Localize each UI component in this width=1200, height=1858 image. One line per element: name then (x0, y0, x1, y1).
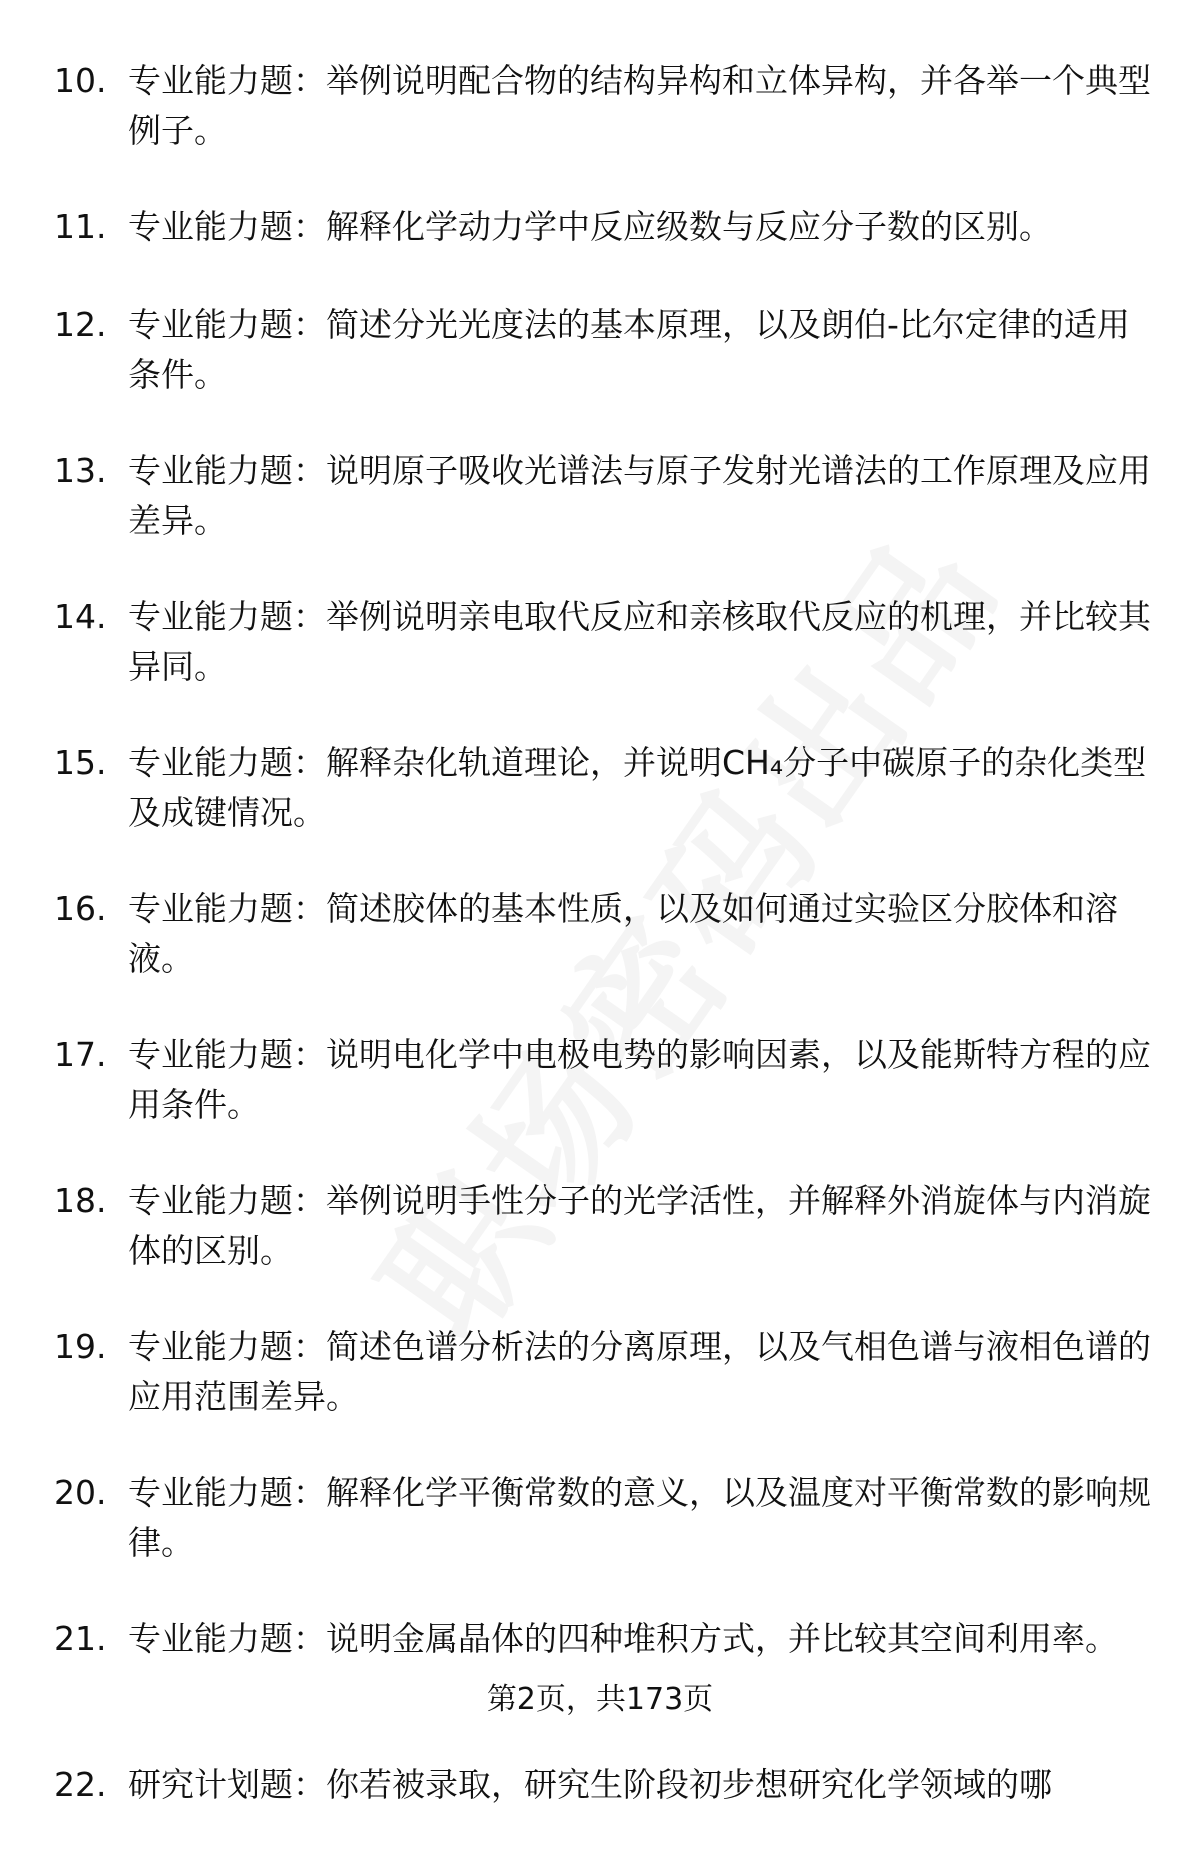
list-item (0, 446, 1200, 592)
list-item (0, 1760, 1200, 1858)
list-item (0, 884, 1200, 1030)
question-number: 13. (54, 451, 107, 490)
question-number: 21. (54, 1619, 107, 1658)
question-number: 22. (54, 1765, 107, 1804)
question-number: 20. (54, 1473, 107, 1512)
list-item (0, 202, 1200, 300)
list-item (0, 56, 1200, 202)
question-number: 17. (54, 1035, 107, 1074)
question-text: 专业能力题：说明金属晶体的四种堆积方式，并比较其空间利用率。 (128, 1619, 1118, 1658)
question-number: 14. (54, 597, 107, 636)
question-number: 11. (54, 207, 107, 246)
question-text: 专业能力题：解释化学平衡常数的意义，以及温度对平衡常数的影响规律。 (128, 1473, 1151, 1562)
list-item (0, 1176, 1200, 1322)
question-number: 16. (54, 889, 107, 928)
question-text: 研究计划题：你若被录取，研究生阶段初步想研究化学领域的哪 (128, 1765, 1052, 1804)
question-number: 19. (54, 1327, 107, 1366)
question-text: 专业能力题：简述色谱分析法的分离原理，以及气相色谱与液相色谱的应用范围差异。 (128, 1327, 1151, 1416)
question-text: 专业能力题：解释化学动力学中反应级数与反应分子数的区别。 (128, 207, 1052, 246)
list-item (0, 592, 1200, 738)
question-text: 专业能力题：简述分光光度法的基本原理，以及朗伯-比尔定律的适用条件。 (128, 305, 1130, 394)
question-text: 专业能力题：简述胶体的基本性质，以及如何通过实验区分胶体和溶液。 (128, 889, 1118, 978)
question-text: 专业能力题：举例说明亲电取代反应和亲核取代反应的机理，并比较其异同。 (128, 597, 1151, 686)
question-number: 18. (54, 1181, 107, 1220)
question-number: 15. (54, 743, 107, 782)
list-item (0, 1322, 1200, 1468)
question-text: 专业能力题：说明电化学中电极电势的影响因素，以及能斯特方程的应用条件。 (128, 1035, 1151, 1124)
list-item (0, 300, 1200, 446)
question-number: 12. (54, 305, 107, 344)
question-text: 专业能力题：说明原子吸收光谱法与原子发射光谱法的工作原理及应用差异。 (128, 451, 1151, 540)
list-item (0, 1030, 1200, 1176)
question-text: 专业能力题：解释杂化轨道理论，并说明CH₄分子中碳原子的杂化类型及成键情况。 (128, 743, 1147, 832)
list-item (0, 1468, 1200, 1614)
question-text: 专业能力题：举例说明手性分子的光学活性，并解释外消旋体与内消旋体的区别。 (128, 1181, 1151, 1270)
list-item (0, 738, 1200, 884)
question-text: 专业能力题：举例说明配合物的结构异构和立体异构，并各举一个典型例子。 (128, 61, 1151, 150)
question-number: 10. (54, 61, 107, 100)
page-number-footer: 第2页，共173页 (486, 1682, 714, 1717)
question-list (0, 56, 1200, 1858)
